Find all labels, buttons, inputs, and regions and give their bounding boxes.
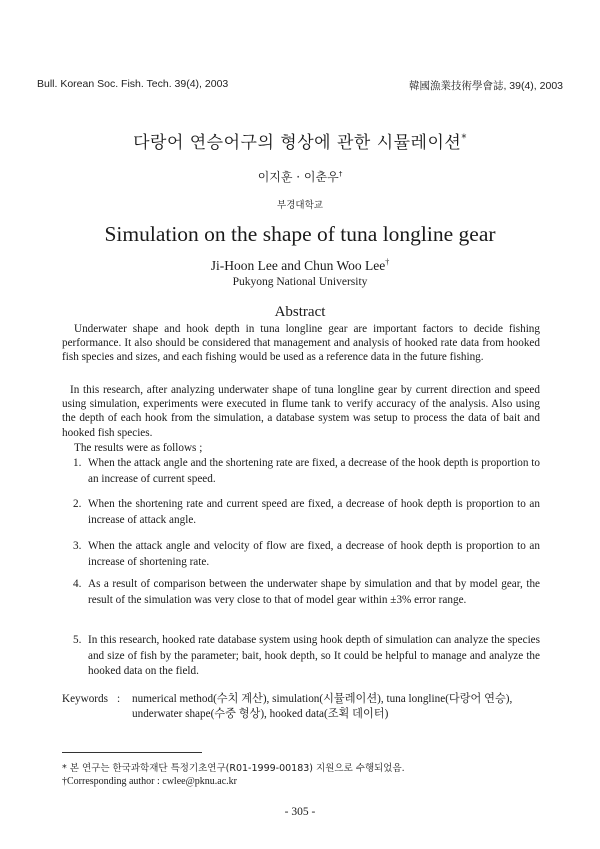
- keywords-label: Keywords: [62, 693, 108, 705]
- abstract-paragraph-2: In this research, after analyzing underwater shape of tuna longline gear by current direction and speed using simulation, experiments were executed in flume tank to verify accuracy of the analysis. Also using the depth of each hook from the simulation, a database system was setup to process the data of bait and hooked fish species.: [62, 384, 540, 439]
- english-title: Simulation on the shape of tuna longline gear: [104, 222, 496, 246]
- result-item-4: [73, 577, 540, 608]
- page-number: - 305 -: [284, 806, 316, 818]
- result-number: 1.: [73, 457, 82, 469]
- result-number: 4.: [73, 578, 82, 590]
- result-item-1: [73, 456, 540, 487]
- result-text: When the shortening rate and current speed are fixed, a decrease of hook depth is proportion to an increase of attack angle.: [88, 498, 540, 526]
- abstract-paragraph-1: Underwater shape and hook depth in tuna longline gear are important factors to decide fishing performance. It also should be considered that management and analysis of hooked rate data from hooked fish species and sizes, and each fishing would be used as a reference data in the future fishing.: [62, 323, 540, 364]
- korean-author-mark: †: [338, 169, 343, 178]
- korean-authors: [0, 168, 600, 185]
- result-text: As a result of comparison between the underwater shape by simulation and that by model gear, the result of the simulation was very close to that of model gear within ±3% error range.: [88, 578, 540, 606]
- journal-citation-korean: 韓國漁業技術學會誌, 39(4), 2003: [408, 80, 563, 92]
- result-number: 2.: [73, 498, 82, 510]
- abstract-heading: Abstract: [274, 304, 326, 320]
- footnote-divider: [62, 752, 202, 753]
- funding-footnote: * 본 연구는 한국과학재단 특정기초연구(R01-1999-00183) 지원으로 수행되었음.: [62, 763, 405, 774]
- title-footnote-mark: *: [461, 133, 467, 145]
- english-affiliation: Pukyong National University: [232, 276, 368, 288]
- corresponding-author-footnote: †Corresponding author : cwlee@pknu.ac.kr: [62, 776, 237, 787]
- result-text: When the attack angle and velocity of flow are fixed, a decrease of hook depth is proportion to an increase of shortening rate.: [88, 540, 540, 568]
- korean-authors-text: 이지훈 · 이춘우: [257, 170, 339, 184]
- result-number: 3.: [73, 540, 82, 552]
- journal-citation-english: Bull. Korean Soc. Fish. Tech. 39(4), 2003: [37, 78, 229, 90]
- keywords-colon: :: [117, 693, 121, 705]
- keywords-line-2: underwater shape(수중 형상), hooked data(조획 데이터): [132, 708, 389, 720]
- english-authors: [0, 258, 600, 274]
- result-number: 5.: [73, 634, 82, 646]
- result-text: In this research, hooked rate database system using hook depth of simulation can analyze the species and size of fish by the parameter; bait, hook depth, so It could be helpful to manage and analyze the hooked data on the field.: [88, 634, 540, 677]
- result-item-2: [73, 497, 540, 528]
- result-text: When the attack angle and the shortening rate are fixed, a decrease of the hook depth is proportion to an increase of current speed.: [88, 457, 540, 485]
- korean-title-text: 다랑어 연승어구의 형상에 관한 시뮬레이션: [133, 133, 462, 153]
- keywords-line-1: numerical method(수치 계산), simulation(시뮬레이션), tuna longline(다랑어 연승),: [132, 693, 513, 705]
- english-authors-text: Ji-Hoon Lee and Chun Woo Lee: [210, 258, 386, 273]
- result-item-5: [73, 633, 540, 680]
- english-author-mark: †: [385, 257, 390, 267]
- korean-affiliation: 부경대학교: [277, 200, 323, 211]
- result-item-3: [73, 539, 540, 570]
- abstract-results-intro: The results were as follows ;: [74, 442, 203, 454]
- korean-title: [0, 128, 600, 153]
